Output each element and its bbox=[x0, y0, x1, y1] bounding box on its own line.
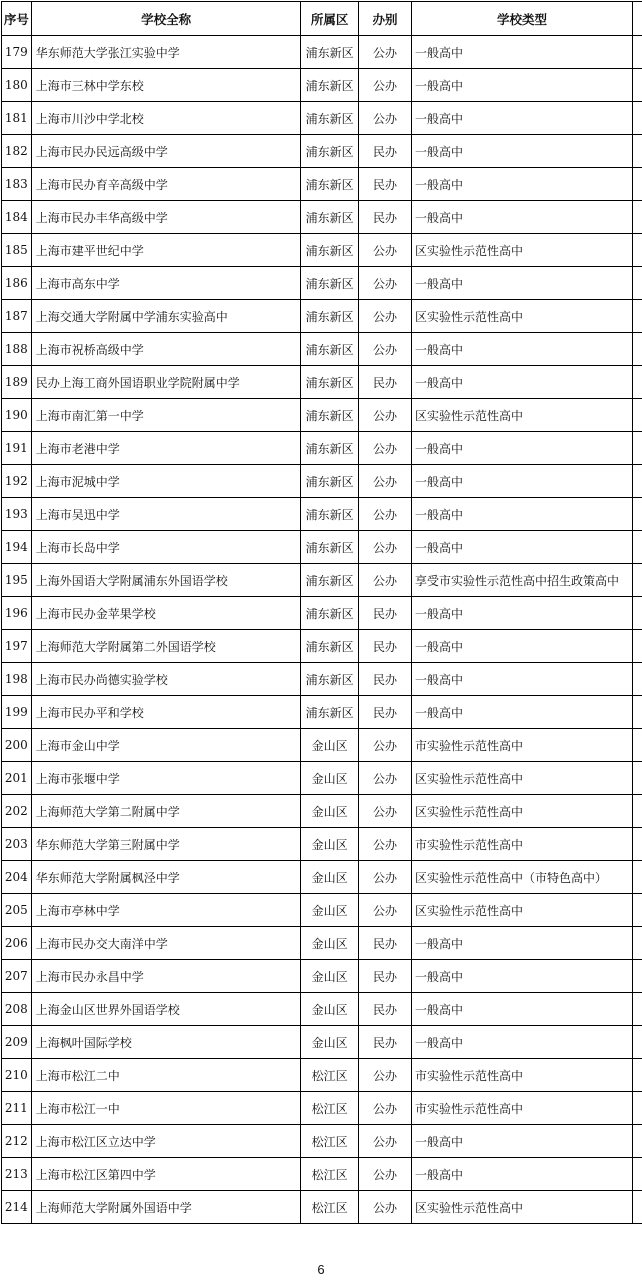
cell-district: 浦东新区 bbox=[301, 36, 358, 69]
cell-school-name: 上海金山区世界外国语学校 bbox=[31, 993, 301, 1026]
table-row bbox=[2, 564, 642, 597]
cell-school-type: 一般高中 bbox=[412, 465, 633, 498]
cell-ownership: 公办 bbox=[358, 828, 411, 861]
table-row bbox=[2, 960, 642, 993]
cell-school-type: 一般高中 bbox=[412, 597, 633, 630]
cell-school-name: 上海市松江二中 bbox=[31, 1059, 301, 1092]
cell-district: 浦东新区 bbox=[301, 201, 358, 234]
cell-school-name: 上海交通大学附属中学浦东实验高中 bbox=[31, 300, 301, 333]
cell-district: 浦东新区 bbox=[301, 267, 358, 300]
cell-school-name: 上海市建平世纪中学 bbox=[31, 234, 301, 267]
table-row bbox=[2, 69, 642, 102]
cell-ownership: 公办 bbox=[358, 465, 411, 498]
cell-extra bbox=[633, 333, 642, 366]
cell-extra bbox=[633, 366, 642, 399]
cell-extra bbox=[633, 1158, 642, 1191]
cell-school-name: 上海市长岛中学 bbox=[31, 531, 301, 564]
cell-district: 松江区 bbox=[301, 1191, 358, 1224]
cell-school-name: 民办上海工商外国语职业学院附属中学 bbox=[31, 366, 301, 399]
table-row bbox=[2, 861, 642, 894]
cell-school-type: 一般高中 bbox=[412, 498, 633, 531]
cell-school-type: 区实验性示范性高中 bbox=[412, 795, 633, 828]
cell-seq: 210 bbox=[2, 1059, 32, 1092]
cell-seq: 202 bbox=[2, 795, 32, 828]
school-table bbox=[1, 1, 642, 1224]
cell-ownership: 民办 bbox=[358, 696, 411, 729]
table-row bbox=[2, 168, 642, 201]
cell-school-name: 上海市高东中学 bbox=[31, 267, 301, 300]
cell-school-type: 一般高中 bbox=[412, 1158, 633, 1191]
cell-school-name: 上海市民办金苹果学校 bbox=[31, 597, 301, 630]
cell-ownership: 公办 bbox=[358, 564, 411, 597]
cell-district: 浦东新区 bbox=[301, 102, 358, 135]
cell-seq: 211 bbox=[2, 1092, 32, 1125]
table-row bbox=[2, 300, 642, 333]
header-row bbox=[2, 2, 642, 36]
cell-seq: 179 bbox=[2, 36, 32, 69]
cell-ownership: 公办 bbox=[358, 1158, 411, 1191]
cell-ownership: 公办 bbox=[358, 69, 411, 102]
cell-extra bbox=[633, 234, 642, 267]
cell-district: 浦东新区 bbox=[301, 564, 358, 597]
cell-seq: 189 bbox=[2, 366, 32, 399]
cell-extra bbox=[633, 894, 642, 927]
cell-district: 浦东新区 bbox=[301, 69, 358, 102]
cell-district: 金山区 bbox=[301, 828, 358, 861]
cell-school-type: 一般高中 bbox=[412, 36, 633, 69]
table-row bbox=[2, 1158, 642, 1191]
cell-school-name: 上海市民办平和学校 bbox=[31, 696, 301, 729]
table-row bbox=[2, 102, 642, 135]
cell-extra bbox=[633, 795, 642, 828]
table-row bbox=[2, 630, 642, 663]
cell-school-type: 区实验性示范性高中 bbox=[412, 894, 633, 927]
cell-school-name: 上海市民办尚德实验学校 bbox=[31, 663, 301, 696]
cell-ownership: 公办 bbox=[358, 531, 411, 564]
header-extra bbox=[633, 2, 642, 36]
table-row bbox=[2, 201, 642, 234]
cell-school-type: 一般高中 bbox=[412, 102, 633, 135]
table-row bbox=[2, 894, 642, 927]
cell-district: 浦东新区 bbox=[301, 696, 358, 729]
cell-extra bbox=[633, 201, 642, 234]
cell-ownership: 公办 bbox=[358, 267, 411, 300]
table-row bbox=[2, 267, 642, 300]
cell-ownership: 民办 bbox=[358, 960, 411, 993]
cell-ownership: 公办 bbox=[358, 102, 411, 135]
cell-school-type: 一般高中 bbox=[412, 630, 633, 663]
cell-ownership: 公办 bbox=[358, 894, 411, 927]
cell-district: 浦东新区 bbox=[301, 498, 358, 531]
cell-seq: 185 bbox=[2, 234, 32, 267]
header-type: 学校类型 bbox=[412, 2, 633, 36]
cell-ownership: 民办 bbox=[358, 168, 411, 201]
cell-seq: 192 bbox=[2, 465, 32, 498]
table-row bbox=[2, 1125, 642, 1158]
cell-ownership: 公办 bbox=[358, 1191, 411, 1224]
cell-school-type: 一般高中 bbox=[412, 168, 633, 201]
cell-school-type: 区实验性示范性高中（市特色高中） bbox=[412, 861, 633, 894]
cell-school-name: 上海市祝桥高级中学 bbox=[31, 333, 301, 366]
cell-district: 松江区 bbox=[301, 1125, 358, 1158]
cell-district: 浦东新区 bbox=[301, 300, 358, 333]
cell-extra bbox=[633, 960, 642, 993]
cell-school-name: 上海市民办丰华高级中学 bbox=[31, 201, 301, 234]
cell-school-name: 上海市张堰中学 bbox=[31, 762, 301, 795]
cell-school-name: 上海市民办交大南洋中学 bbox=[31, 927, 301, 960]
cell-school-name: 上海枫叶国际学校 bbox=[31, 1026, 301, 1059]
cell-ownership: 公办 bbox=[358, 762, 411, 795]
cell-seq: 182 bbox=[2, 135, 32, 168]
cell-seq: 203 bbox=[2, 828, 32, 861]
cell-seq: 194 bbox=[2, 531, 32, 564]
cell-seq: 196 bbox=[2, 597, 32, 630]
cell-seq: 183 bbox=[2, 168, 32, 201]
cell-ownership: 公办 bbox=[358, 333, 411, 366]
cell-school-type: 市实验性示范性高中 bbox=[412, 729, 633, 762]
cell-ownership: 公办 bbox=[358, 234, 411, 267]
cell-school-type: 区实验性示范性高中 bbox=[412, 234, 633, 267]
cell-school-name: 上海市金山中学 bbox=[31, 729, 301, 762]
cell-district: 浦东新区 bbox=[301, 663, 358, 696]
cell-seq: 186 bbox=[2, 267, 32, 300]
cell-school-type: 一般高中 bbox=[412, 135, 633, 168]
cell-seq: 207 bbox=[2, 960, 32, 993]
cell-district: 浦东新区 bbox=[301, 366, 358, 399]
page-number: 6 bbox=[317, 1262, 325, 1277]
cell-seq: 206 bbox=[2, 927, 32, 960]
table-row bbox=[2, 234, 642, 267]
cell-school-type: 区实验性示范性高中 bbox=[412, 762, 633, 795]
cell-school-name: 上海师范大学附属外国语中学 bbox=[31, 1191, 301, 1224]
cell-ownership: 公办 bbox=[358, 729, 411, 762]
table-row bbox=[2, 663, 642, 696]
cell-ownership: 公办 bbox=[358, 432, 411, 465]
cell-extra bbox=[633, 465, 642, 498]
cell-district: 松江区 bbox=[301, 1158, 358, 1191]
cell-district: 浦东新区 bbox=[301, 597, 358, 630]
cell-school-name: 上海市亭林中学 bbox=[31, 894, 301, 927]
cell-district: 浦东新区 bbox=[301, 135, 358, 168]
cell-school-name: 华东师范大学张江实验中学 bbox=[31, 36, 301, 69]
cell-school-type: 市实验性示范性高中 bbox=[412, 1059, 633, 1092]
cell-extra bbox=[633, 828, 642, 861]
cell-school-name: 上海市松江区立达中学 bbox=[31, 1125, 301, 1158]
cell-seq: 180 bbox=[2, 69, 32, 102]
cell-extra bbox=[633, 399, 642, 432]
cell-ownership: 民办 bbox=[358, 927, 411, 960]
table-row bbox=[2, 1092, 642, 1125]
cell-seq: 198 bbox=[2, 663, 32, 696]
table-row bbox=[2, 597, 642, 630]
cell-extra bbox=[633, 1059, 642, 1092]
cell-ownership: 公办 bbox=[358, 36, 411, 69]
cell-extra bbox=[633, 1125, 642, 1158]
cell-school-name: 上海市吴迅中学 bbox=[31, 498, 301, 531]
cell-ownership: 民办 bbox=[358, 366, 411, 399]
cell-district: 浦东新区 bbox=[301, 168, 358, 201]
cell-school-name: 上海市三林中学东校 bbox=[31, 69, 301, 102]
table-row bbox=[2, 762, 642, 795]
header-name: 学校全称 bbox=[31, 2, 301, 36]
cell-district: 浦东新区 bbox=[301, 465, 358, 498]
cell-extra bbox=[633, 1191, 642, 1224]
cell-extra bbox=[633, 69, 642, 102]
cell-school-name: 上海市松江区第四中学 bbox=[31, 1158, 301, 1191]
cell-district: 金山区 bbox=[301, 993, 358, 1026]
cell-school-type: 区实验性示范性高中 bbox=[412, 300, 633, 333]
cell-extra bbox=[633, 762, 642, 795]
cell-district: 松江区 bbox=[301, 1092, 358, 1125]
cell-seq: 181 bbox=[2, 102, 32, 135]
cell-district: 浦东新区 bbox=[301, 399, 358, 432]
cell-school-type: 一般高中 bbox=[412, 531, 633, 564]
cell-ownership: 公办 bbox=[358, 1059, 411, 1092]
cell-extra bbox=[633, 168, 642, 201]
cell-school-type: 市实验性示范性高中 bbox=[412, 828, 633, 861]
cell-school-name: 上海市川沙中学北校 bbox=[31, 102, 301, 135]
cell-seq: 193 bbox=[2, 498, 32, 531]
cell-seq: 209 bbox=[2, 1026, 32, 1059]
cell-ownership: 公办 bbox=[358, 498, 411, 531]
cell-ownership: 公办 bbox=[358, 1125, 411, 1158]
cell-extra bbox=[633, 300, 642, 333]
cell-extra bbox=[633, 498, 642, 531]
cell-seq: 212 bbox=[2, 1125, 32, 1158]
cell-district: 金山区 bbox=[301, 861, 358, 894]
cell-seq: 187 bbox=[2, 300, 32, 333]
cell-school-type: 一般高中 bbox=[412, 366, 633, 399]
cell-extra bbox=[633, 564, 642, 597]
cell-school-type: 一般高中 bbox=[412, 993, 633, 1026]
cell-seq: 195 bbox=[2, 564, 32, 597]
table-row bbox=[2, 1026, 642, 1059]
cell-district: 金山区 bbox=[301, 1026, 358, 1059]
header-district: 所属区 bbox=[301, 2, 358, 36]
cell-school-type: 一般高中 bbox=[412, 960, 633, 993]
cell-ownership: 民办 bbox=[358, 1026, 411, 1059]
table-row bbox=[2, 498, 642, 531]
cell-ownership: 民办 bbox=[358, 135, 411, 168]
cell-ownership: 民办 bbox=[358, 630, 411, 663]
cell-school-name: 上海师范大学第二附属中学 bbox=[31, 795, 301, 828]
cell-school-type: 一般高中 bbox=[412, 333, 633, 366]
cell-school-type: 一般高中 bbox=[412, 927, 633, 960]
cell-ownership: 公办 bbox=[358, 1092, 411, 1125]
header-seq: 序号 bbox=[2, 2, 32, 36]
table-row bbox=[2, 36, 642, 69]
cell-district: 金山区 bbox=[301, 927, 358, 960]
cell-seq: 199 bbox=[2, 696, 32, 729]
cell-ownership: 公办 bbox=[358, 300, 411, 333]
cell-seq: 200 bbox=[2, 729, 32, 762]
cell-seq: 205 bbox=[2, 894, 32, 927]
cell-ownership: 公办 bbox=[358, 861, 411, 894]
cell-seq: 213 bbox=[2, 1158, 32, 1191]
cell-seq: 204 bbox=[2, 861, 32, 894]
cell-school-name: 上海市民办永昌中学 bbox=[31, 960, 301, 993]
cell-extra bbox=[633, 993, 642, 1026]
table-row bbox=[2, 993, 642, 1026]
cell-school-type: 一般高中 bbox=[412, 696, 633, 729]
cell-school-type: 一般高中 bbox=[412, 69, 633, 102]
cell-district: 金山区 bbox=[301, 894, 358, 927]
cell-district: 浦东新区 bbox=[301, 432, 358, 465]
cell-seq: 190 bbox=[2, 399, 32, 432]
table-row bbox=[2, 465, 642, 498]
cell-school-name: 上海市老港中学 bbox=[31, 432, 301, 465]
table-row bbox=[2, 1059, 642, 1092]
cell-extra bbox=[633, 861, 642, 894]
cell-school-name: 华东师范大学第三附属中学 bbox=[31, 828, 301, 861]
cell-seq: 214 bbox=[2, 1191, 32, 1224]
cell-school-type: 一般高中 bbox=[412, 267, 633, 300]
cell-seq: 197 bbox=[2, 630, 32, 663]
cell-school-type: 市实验性示范性高中 bbox=[412, 1092, 633, 1125]
cell-district: 浦东新区 bbox=[301, 630, 358, 663]
cell-school-type: 享受市实验性示范性高中招生政策高中 bbox=[412, 564, 633, 597]
cell-school-type: 一般高中 bbox=[412, 1125, 633, 1158]
table-body bbox=[2, 36, 642, 1224]
cell-ownership: 民办 bbox=[358, 993, 411, 1026]
table-row bbox=[2, 1191, 642, 1224]
cell-school-name: 上海外国语大学附属浦东外国语学校 bbox=[31, 564, 301, 597]
cell-extra bbox=[633, 531, 642, 564]
table-row bbox=[2, 729, 642, 762]
cell-extra bbox=[633, 36, 642, 69]
cell-district: 金山区 bbox=[301, 960, 358, 993]
cell-district: 金山区 bbox=[301, 729, 358, 762]
cell-school-type: 一般高中 bbox=[412, 432, 633, 465]
cell-extra bbox=[633, 696, 642, 729]
cell-seq: 208 bbox=[2, 993, 32, 1026]
table-row bbox=[2, 927, 642, 960]
cell-district: 浦东新区 bbox=[301, 234, 358, 267]
cell-school-name: 上海市南汇第一中学 bbox=[31, 399, 301, 432]
cell-seq: 191 bbox=[2, 432, 32, 465]
cell-district: 浦东新区 bbox=[301, 333, 358, 366]
cell-school-name: 上海市泥城中学 bbox=[31, 465, 301, 498]
table-row bbox=[2, 696, 642, 729]
cell-seq: 188 bbox=[2, 333, 32, 366]
cell-ownership: 民办 bbox=[358, 597, 411, 630]
table-row bbox=[2, 531, 642, 564]
header-ownership: 办别 bbox=[358, 2, 411, 36]
cell-ownership: 民办 bbox=[358, 201, 411, 234]
cell-extra bbox=[633, 102, 642, 135]
cell-ownership: 公办 bbox=[358, 399, 411, 432]
cell-extra bbox=[633, 135, 642, 168]
cell-school-name: 上海市民办民远高级中学 bbox=[31, 135, 301, 168]
table-row bbox=[2, 828, 642, 861]
cell-school-type: 区实验性示范性高中 bbox=[412, 399, 633, 432]
table-row bbox=[2, 135, 642, 168]
cell-extra bbox=[633, 729, 642, 762]
table-row bbox=[2, 432, 642, 465]
cell-school-type: 一般高中 bbox=[412, 1026, 633, 1059]
cell-ownership: 公办 bbox=[358, 795, 411, 828]
cell-school-type: 一般高中 bbox=[412, 663, 633, 696]
cell-extra bbox=[633, 597, 642, 630]
table-row bbox=[2, 366, 642, 399]
cell-extra bbox=[633, 663, 642, 696]
cell-school-name: 上海师范大学附属第二外国语学校 bbox=[31, 630, 301, 663]
cell-school-name: 华东师范大学附属枫泾中学 bbox=[31, 861, 301, 894]
cell-extra bbox=[633, 267, 642, 300]
cell-district: 金山区 bbox=[301, 795, 358, 828]
cell-school-name: 上海市松江一中 bbox=[31, 1092, 301, 1125]
cell-district: 金山区 bbox=[301, 762, 358, 795]
cell-school-type: 区实验性示范性高中 bbox=[412, 1191, 633, 1224]
cell-extra bbox=[633, 927, 642, 960]
cell-district: 浦东新区 bbox=[301, 531, 358, 564]
cell-district: 松江区 bbox=[301, 1059, 358, 1092]
cell-extra bbox=[633, 432, 642, 465]
cell-school-name: 上海市民办育辛高级中学 bbox=[31, 168, 301, 201]
cell-seq: 184 bbox=[2, 201, 32, 234]
cell-seq: 201 bbox=[2, 762, 32, 795]
cell-extra bbox=[633, 630, 642, 663]
cell-ownership: 民办 bbox=[358, 663, 411, 696]
table-row bbox=[2, 795, 642, 828]
cell-school-type: 一般高中 bbox=[412, 201, 633, 234]
table-row bbox=[2, 333, 642, 366]
table-row bbox=[2, 399, 642, 432]
cell-extra bbox=[633, 1026, 642, 1059]
cell-extra bbox=[633, 1092, 642, 1125]
